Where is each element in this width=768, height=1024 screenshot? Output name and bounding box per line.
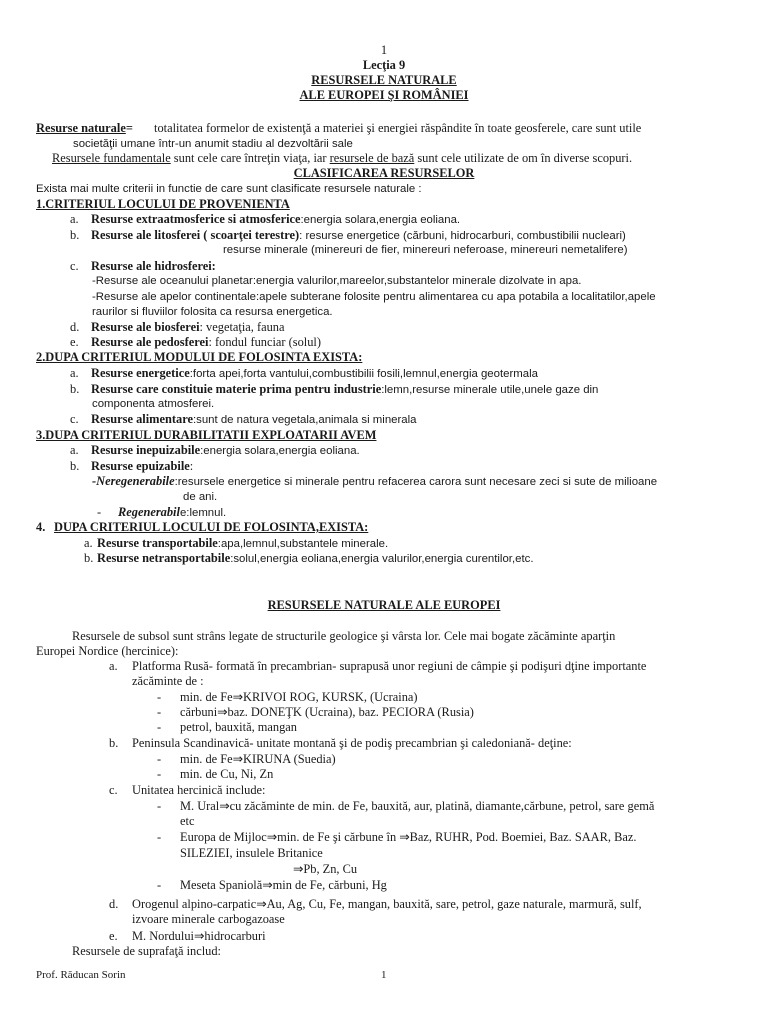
definition-text: totalitatea formelor de existenţă a materiei şi energiei răspândite în toate geosferele, care sunt utile (154, 121, 642, 135)
dash-marker: - (157, 878, 162, 892)
item-label: Resurse ale biosferei (91, 320, 200, 334)
item-text: :energia solara,energia eoliana. (300, 214, 461, 226)
renewable-text: e:lemnul. (179, 507, 227, 519)
europe-c-subitem-3 (157, 878, 387, 894)
criterion2-item-a (70, 366, 538, 383)
fundamental-resources-text: sunt cele care întreţin viaţa, iar (170, 151, 330, 165)
item-text: Platforma Rusă- formată în precambrian- suprapusă unor regiuni de câmpie şi podişuri dţine importante (132, 659, 647, 673)
criterion1-item-b-cont: resurse minerale (minereuri de fier, minereuri neferoase, minereuri nemetalifere) (223, 244, 628, 256)
subitem-text: cărbuni⇒baz. DONEŢK (Ucraina), baz. PECIORA (Rusia) (180, 705, 474, 719)
classification-heading: CLASIFICAREA RESURSELOR (293, 166, 475, 180)
dash-marker: - (157, 767, 162, 781)
item-label: Resurse ale pedosferei (91, 335, 209, 349)
nonrenewable-text: :resursele energetice si minerale pentru refacerea carora sunt necesare zeci si sute de milioane (174, 476, 658, 488)
item-text: M. Nordului⇒hidrocarburi (132, 929, 266, 943)
criterion1-heading: 1.CRITERIUL LOCULUI DE PROVENIENTA (36, 197, 290, 211)
europe-heading: RESURSELE NATURALE ALE EUROPEI (267, 598, 501, 612)
europe-intro (36, 629, 732, 645)
subitem-text: Europa de Mijloc⇒min. de Fe şi cărbune în ⇒Baz, RUHR, Pod. Boemiei, Baz. SAAR, Baz. (180, 830, 637, 844)
dash-marker: - (157, 720, 162, 734)
europe-intro-line2: Europei Nordice (hercinice): (36, 644, 179, 658)
dash-marker: - (97, 505, 102, 519)
item-text: :sunt de natura vegetala,animala si minerala (192, 414, 417, 426)
criterion1-item-c-line3: raurilor si fluviilor folosita ca resursa energetica. (92, 306, 333, 318)
subitem-text: petrol, bauxită, mangan (180, 720, 297, 734)
europe-c-subitem-2-cont2: ⇒Pb, Zn, Cu (293, 862, 358, 876)
item-label: Resurse energetice (91, 366, 190, 380)
surface-resources-line: Resursele de suprafaţă includ: (72, 944, 221, 958)
europe-c-subitem-2-cont: SILEZIEI, insulele Britanice (180, 846, 323, 860)
item-label: Resurse extraatmosferice si atmosferice (91, 212, 301, 226)
item-label: Resurse ale litosferei ( scoarţei terestre) (91, 228, 300, 242)
europe-item-c (109, 783, 265, 799)
item-text: : fondul funciar (solul) (208, 335, 321, 349)
item-label: Resurse inepuizabile (91, 443, 201, 457)
item-marker: a. (109, 659, 118, 673)
europe-item-d (109, 897, 642, 913)
item-marker: b. (84, 551, 94, 565)
criterion1-item-d (70, 320, 284, 336)
europe-item-a (109, 659, 646, 675)
footer-page-number: 1 (381, 969, 387, 981)
criterion2-item-c (70, 412, 416, 429)
item-marker: e. (70, 335, 79, 349)
classification-intro: Exista mai multe criterii in functie de care sunt clasificate resursele naturale : (36, 183, 422, 195)
item-marker: a. (70, 212, 79, 226)
subitem-text: Meseta Spaniolă⇒min de Fe, cărbuni, Hg (180, 878, 387, 892)
item-marker: a. (84, 536, 93, 550)
item-marker: b. (109, 736, 119, 750)
item-text: :solul,energia eoliana,energia valurilor,energia curentilor,etc. (230, 553, 534, 565)
europe-a-subitem-3 (157, 720, 297, 736)
europe-item-b (109, 736, 572, 752)
criterion3-item-b (70, 459, 193, 475)
subitem-text: min. de Cu, Ni, Zn (180, 767, 274, 781)
item-marker: b. (70, 228, 80, 242)
criterion3-heading: 3.DUPA CRITERIUL DURABILITATII EXPLOATARII AVEM (36, 428, 377, 442)
item-marker: b. (70, 382, 80, 396)
subitem-text: min. de Fe⇒KIRUNA (Suedia) (180, 752, 336, 766)
definition-equals: = (125, 121, 133, 135)
europe-item-e (109, 929, 266, 945)
item-marker: c. (70, 259, 79, 273)
criterion1-item-c-line1: -Resurse ale oceanului planetar:energia valurilor,mareelor,substantelor minerale dizolvate in apa. (92, 275, 582, 287)
item-label: Resurse netransportabile (97, 551, 231, 565)
item-marker: e. (109, 929, 118, 943)
item-label: Resurse epuizabile (91, 459, 190, 473)
item-text: Unitatea hercinică include: (132, 783, 266, 797)
dash-marker: - (157, 799, 162, 813)
criterion3-item-a (70, 443, 360, 460)
europe-c-subitem-2 (157, 830, 636, 846)
europe-c-subitem-1-cont: etc (180, 814, 195, 828)
europe-item-d-cont: izvoare minerale carbogazoase (132, 912, 285, 926)
base-resources-label: resursele de bază (329, 151, 415, 165)
lesson-title: Lecţia 9 (362, 58, 406, 72)
subitem-text: M. Ural⇒cu zăcăminte de min. de Fe, bauxită, aur, platină, diamante,cărbune, petrol, sare gemă (180, 799, 655, 813)
criterion2-item-b-cont: componenta atmosferei. (92, 398, 215, 410)
item-text: : (189, 459, 194, 473)
item-marker: d. (109, 897, 119, 911)
dash-marker: - (157, 690, 162, 704)
item-marker: a. (70, 443, 79, 457)
footer-author: Prof. Răducan Sorin (36, 969, 126, 981)
europe-c-subitem-1 (157, 799, 654, 815)
criterion2-heading: 2.DUPA CRITERIUL MODULUI DE FOLOSINTA EXISTA: (36, 350, 363, 364)
definition-line1 (36, 121, 641, 137)
page-number-top: 1 (380, 43, 388, 57)
item-marker: c. (109, 783, 118, 797)
item-marker: d. (70, 320, 80, 334)
criterion1-item-c (70, 259, 216, 275)
base-resources-text: sunt cele utilizate de om în diverse scopuri. (414, 151, 633, 165)
europe-b-subitem-1 (157, 752, 336, 768)
item-text: : vegetaţia, fauna (199, 320, 285, 334)
item-text: :energia solara,energia eoliana. (200, 445, 360, 457)
criterion4-heading-line (36, 520, 368, 536)
item-text: Orogenul alpino-carpatic⇒Au, Ag, Cu, Fe, mangan, bauxită, sare, petrol, gaze naturale, marmură, sulf, (132, 897, 642, 911)
definition-line2: societăţii umane într-un anumit stadiu al dezvoltării sale (73, 138, 353, 150)
item-text: :lemn,resurse minerale utile,unele gaze din (381, 384, 599, 396)
renewable-label: Regenerabil (118, 505, 180, 519)
criterion4-item-b (84, 551, 534, 568)
item-label: Resurse ale hidrosferei: (91, 259, 216, 273)
item-marker: c. (70, 412, 79, 426)
europe-a-subitem-1 (157, 690, 418, 706)
item-label: Resurse transportabile (97, 536, 218, 550)
nonrenewable-line (92, 474, 657, 491)
subitem-text: min. de Fe⇒KRIVOI ROG, KURSK, (Ucraina) (180, 690, 418, 704)
definition-term: Resurse naturale (36, 121, 126, 135)
item-text: : resurse energetice (cărbuni, hidrocarburi, combustibilii nucleari) (299, 230, 626, 242)
criterion4-heading: DUPA CRITERIUL LOCULUI DE FOLOSINTA,EXISTA: (54, 520, 369, 534)
item-text: :forta apei,forta vantului,combustibilii fosili,lemnul,energia geotermala (189, 368, 538, 380)
item-text: :apa,lemnul,substantele minerale. (217, 538, 389, 550)
item-text: Peninsula Scandinavică- unitate montană şi de podiş precambrian şi caledoniană- deţine: (132, 736, 572, 750)
fundamental-resources-line (52, 151, 632, 167)
item-label: Resurse care constituie materie prima pentru industrie (91, 382, 382, 396)
main-title-line1: RESURSELE NATURALE (311, 73, 457, 87)
item-label: Resurse alimentare (91, 412, 193, 426)
fundamental-resources-label: Resursele fundamentale (52, 151, 171, 165)
criterion1-item-a (70, 212, 460, 229)
europe-a-subitem-2 (157, 705, 474, 721)
nonrenewable-line-cont: de ani. (183, 491, 218, 503)
criterion1-item-e (70, 335, 321, 351)
criterion4-number: 4. (36, 520, 46, 534)
europe-item-a-cont: zăcăminte de : (132, 674, 204, 688)
europe-b-subitem-2 (157, 767, 273, 783)
item-marker: a. (70, 366, 79, 380)
item-marker: b. (70, 459, 80, 473)
dash-marker: - (157, 752, 162, 766)
main-title-line2: ALE EUROPEI ŞI ROMÂNIEI (299, 88, 469, 102)
europe-intro-line1: Resursele de subsol sunt strâns legate de structurile geologice şi vârsta lor. Cele mai bogate zăcăminte aparţin (72, 629, 616, 643)
dash-marker: - (157, 830, 162, 844)
criterion1-item-c-line2: -Resurse ale apelor continentale:apele subterane folosite pentru alimentarea cu apa potabila a localitatilor,apele (92, 291, 656, 303)
dash-marker: - (157, 705, 162, 719)
nonrenewable-label: -Neregenerabile (92, 474, 175, 488)
